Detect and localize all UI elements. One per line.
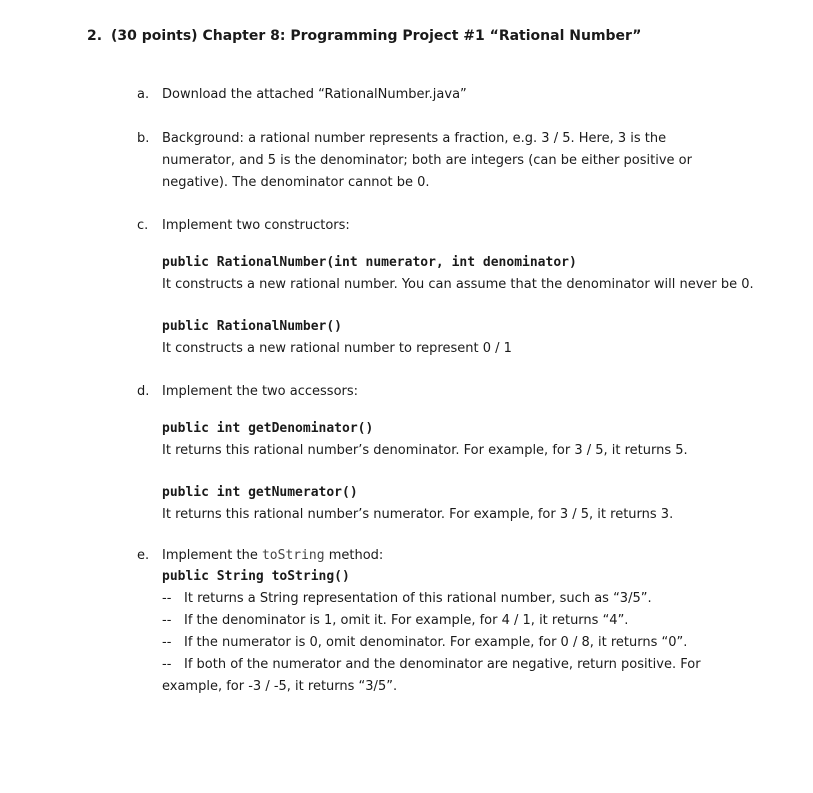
item-b-text: Background: a rational number represents a fraction, e.g. 3 / 5. Here, 3 is the numerator, and 5 is the denominator; both are integers (can be either positive or negative). The denominator cannot be 0.: [162, 131, 692, 190]
item-a: [137, 84, 777, 106]
item-d-marker: d.: [137, 384, 150, 399]
tostring-bullet-4: [162, 654, 782, 676]
item-b-marker: b.: [137, 131, 150, 146]
question-title: (30 points) Chapter 8: Programming Project #1 “Rational Number”: [111, 28, 642, 44]
item-c: [137, 215, 777, 237]
tostring-signature: public String toString(): [162, 569, 350, 584]
accessor-signature-1: public int getDenominator(): [162, 421, 374, 436]
item-d: [137, 381, 777, 403]
constructor-signature-2: public RationalNumber(): [162, 319, 343, 334]
tostring-bullet-4-continuation: example, for -3 / -5, it returns “3/5”.: [162, 679, 398, 694]
item-d-text: Implement the two accessors:: [162, 384, 359, 399]
tostring-bullet-2: [162, 610, 782, 632]
item-b: [137, 128, 777, 194]
constructor-signature-1: public RationalNumber(int numerator, int denominator): [162, 255, 577, 270]
item-e-marker: e.: [137, 548, 150, 563]
bullet-dash: --: [162, 591, 172, 606]
bullet-dash: --: [162, 613, 172, 628]
tostring-bullet-1: [162, 588, 782, 610]
item-e: [137, 545, 777, 567]
bullet-dash: --: [162, 635, 172, 650]
bullet-text: If both of the numerator and the denominator are negative, return positive. For: [184, 657, 701, 672]
bullet-text: It returns a String representation of this rational number, such as “3/5”.: [184, 591, 652, 606]
constructor-description-1: It constructs a new rational number. You can assume that the denominator will never be 0.: [162, 277, 754, 292]
item-e-text-before: Implement the: [162, 548, 262, 563]
item-c-text: Implement two constructors:: [162, 218, 350, 233]
item-e-text: [162, 545, 777, 567]
bullet-dash: --: [162, 657, 172, 672]
tostring-bullet-3: [162, 632, 782, 654]
bullet-text: If the denominator is 1, omit it. For example, for 4 / 1, it returns “4”.: [184, 613, 629, 628]
question-heading: [87, 28, 641, 44]
question-number: 2.: [87, 28, 103, 44]
constructor-description-2: It constructs a new rational number to represent 0 / 1: [162, 341, 512, 356]
item-a-text: Download the attached “RationalNumber.java”: [162, 87, 467, 102]
tostring-inline-code: toString: [261, 548, 325, 563]
bullet-text: If the numerator is 0, omit denominator. For example, for 0 / 8, it returns “0”.: [184, 635, 688, 650]
item-e-text-after: method:: [324, 548, 384, 563]
accessor-signature-2: public int getNumerator(): [162, 485, 358, 500]
accessor-description-1: It returns this rational number’s denominator. For example, for 3 / 5, it returns 5.: [162, 443, 688, 458]
item-c-marker: c.: [137, 218, 149, 233]
item-a-marker: a.: [137, 87, 150, 102]
accessor-description-2: It returns this rational number’s numerator. For example, for 3 / 5, it returns 3.: [162, 507, 674, 522]
